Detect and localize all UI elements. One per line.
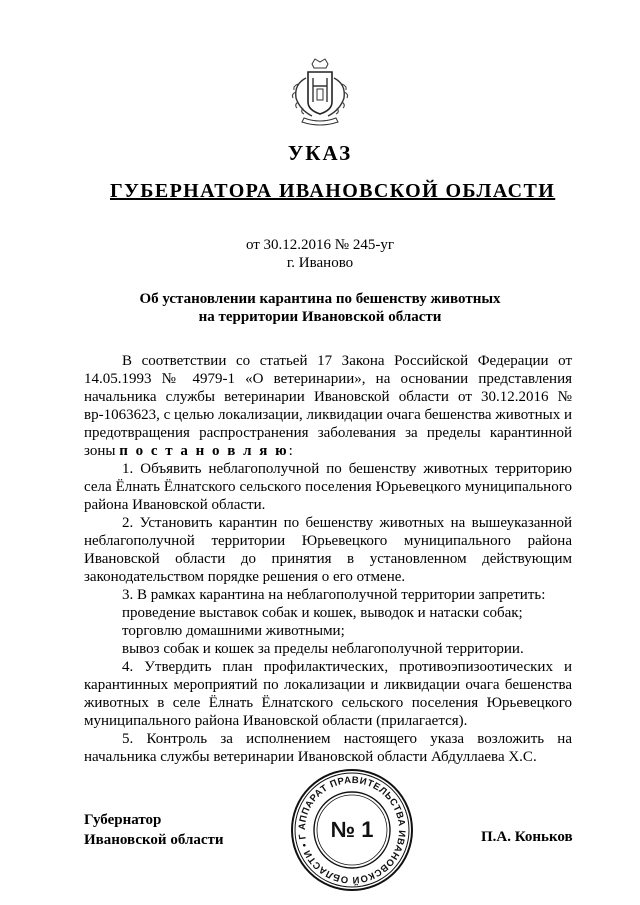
signatory-position <box>84 810 224 850</box>
topic-line-1: Об установлении карантина по бешенству животных <box>139 291 501 307</box>
item-3-sub-a: проведение выставок собак и кошек, выводок и натаски собак; <box>122 605 523 621</box>
position-line-1: Губернатор <box>84 812 162 828</box>
stamp-ring-text: АППАРАТ ПРАВИТЕЛЬСТВА ИВАНОВСКОЙ ОБЛАСТИ • Г <box>296 774 408 886</box>
preamble-text: В соответствии со статьей 17 Закона Российской Федерации от 14.05.1993 № 4979-1 «О ветеринарии», на основании представления начальника службы ветеринарии Ивановской области от 30.12.2016 № вр-1063623, с целью локализации, ликвидации очага бешенства животных и предотвращения распространения заболевания за пределы карантинной зоны <box>84 353 572 459</box>
issuer-title: ГУБЕРНАТОРА ИВАНОВСКОЙ ОБЛАСТИ <box>110 180 556 202</box>
signatory-name: П.А. Коньков <box>481 829 573 845</box>
date-and-place <box>0 236 640 272</box>
item-4: 4. Утвердить план профилактических, противоэпизоотических и карантинных мероприятий по локализации и ликвидации очага бешенства животных в селе Ёлнать Ёлнатского сельского поселения Юрьевецкого муниципального района Ивановской области (прилагается). <box>84 659 572 729</box>
city: г. Иваново <box>286 255 354 271</box>
date-number: от 30.12.2016 № 245-уг <box>245 237 395 253</box>
preamble-colon: : <box>288 443 293 459</box>
decree-word: п о с т а н о в л я ю <box>119 443 289 459</box>
item-3-sub-c: вывоз собак и кошек за пределы неблагополучной территории. <box>122 641 524 657</box>
item-5: 5. Контроль за исполнением настоящего указа возложить на начальника службы ветеринарии Ивановской области Абдуллаева Х.С. <box>84 731 572 765</box>
official-stamp <box>290 768 414 892</box>
item-3: 3. В рамках карантина на неблагополучной территории запретить: <box>122 587 546 603</box>
stamp-number: № 1 <box>330 817 374 842</box>
position-line-2: Ивановской области <box>84 832 224 848</box>
item-2: 2. Установить карантин по бешенству животных на вышеуказанной неблагополучной территории Юрьевецкого муниципального района Ивановской области до принятия в установленном действующим законодательством порядке решения о его отмене. <box>84 515 572 585</box>
item-3-sub-b: торговлю домашними животными; <box>122 623 345 639</box>
document-body <box>84 352 572 766</box>
document-topic <box>0 290 640 326</box>
coat-of-arms-icon <box>286 58 354 126</box>
topic-line-2: на территории Ивановской области <box>198 309 442 325</box>
document-type-title: УКАЗ <box>287 141 353 165</box>
item-1: 1. Объявить неблагополучной по бешенству животных территорию села Ёлнать Ёлнатского сельского поселения Юрьевецкого муниципального района Ивановской области. <box>84 461 572 513</box>
preamble-paragraph <box>84 352 572 460</box>
